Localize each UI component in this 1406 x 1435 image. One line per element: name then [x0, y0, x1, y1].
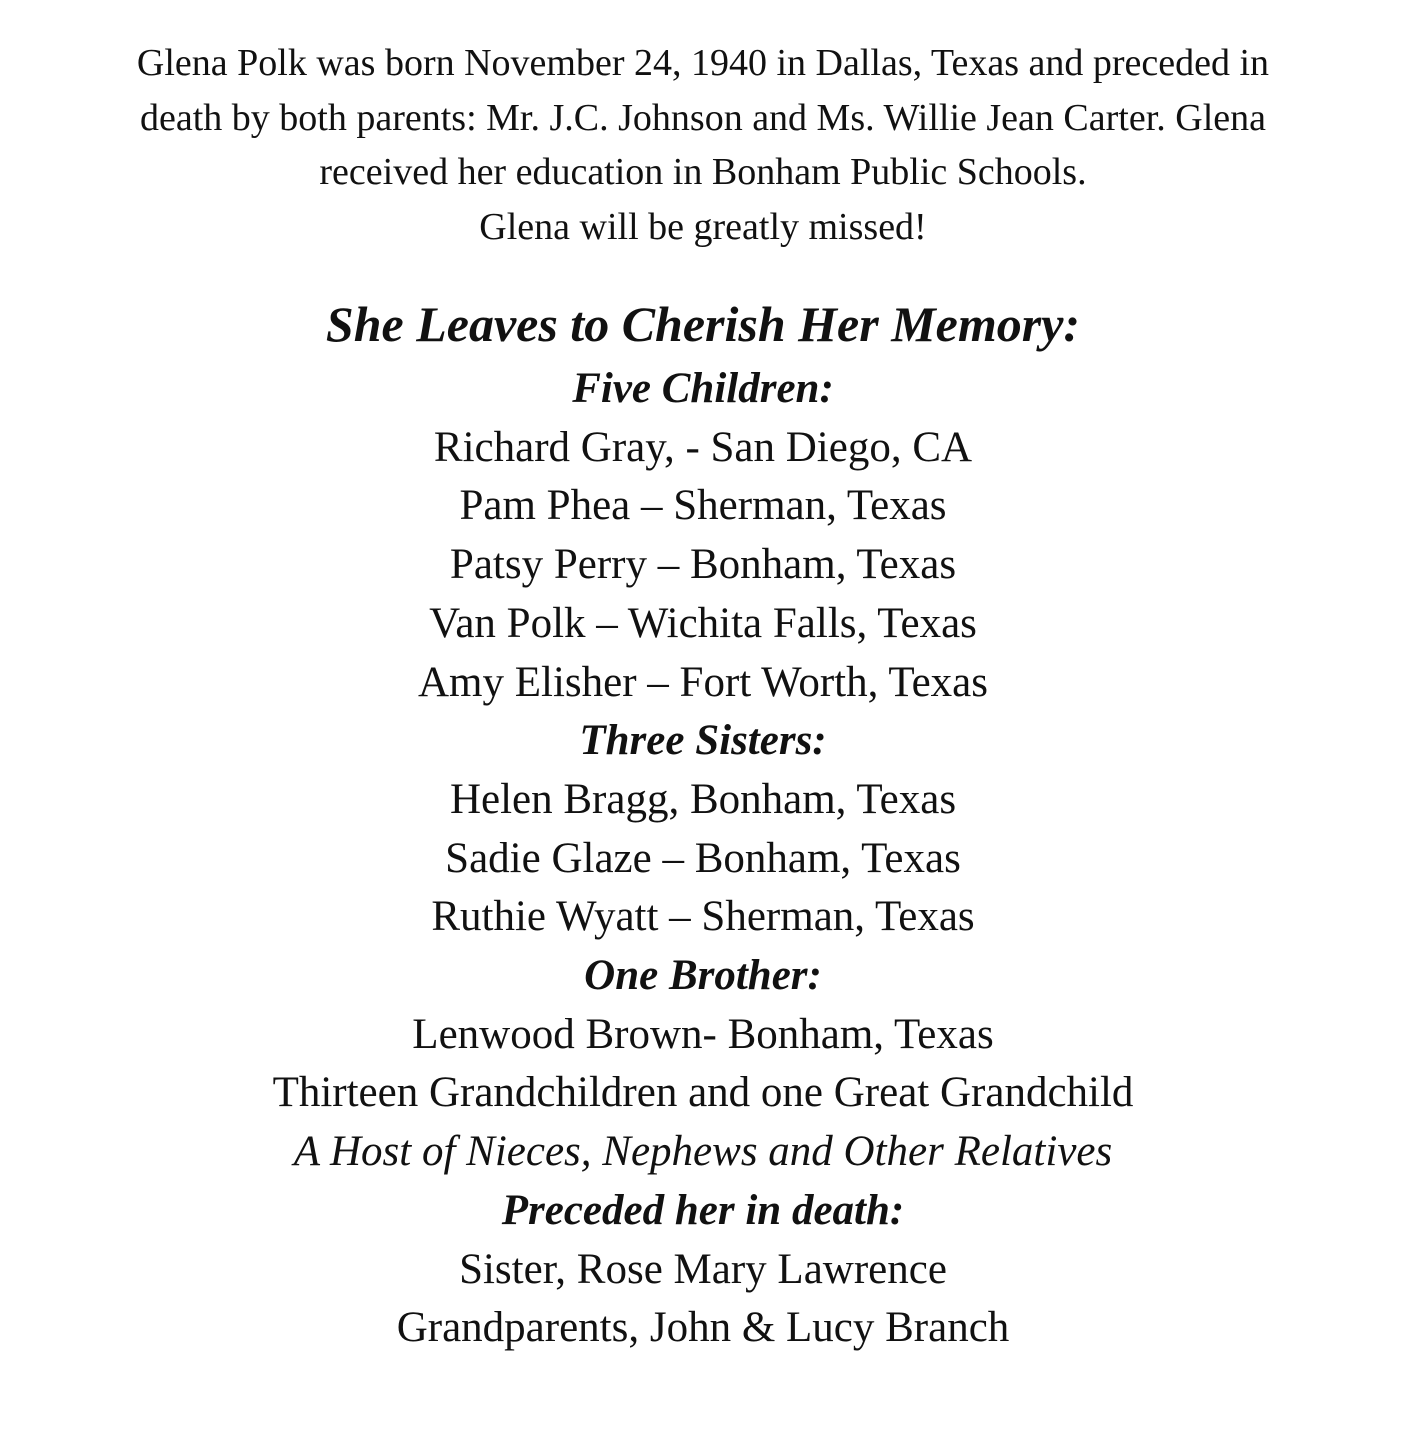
memory-heading: She Leaves to Cherish Her Memory: — [325, 296, 1081, 352]
sister-entry: Sadie Glaze – Bonham, Texas — [445, 834, 961, 882]
relatives-line: A Host of Nieces, Nephews and Other Relatives — [293, 1128, 1113, 1176]
child-entry: Amy Elisher – Fort Worth, Texas — [417, 658, 988, 706]
children-heading: Five Children: — [572, 365, 834, 412]
preceded-entry: Sister, Rose Mary Lawrence — [459, 1245, 947, 1293]
brother-heading: One Brother: — [584, 952, 822, 1000]
sister-entry: Ruthie Wyatt – Sherman, Texas — [431, 893, 975, 941]
intro-line: Glena Polk was born November 24, 1940 in Dallas, Texas and preceded in — [136, 42, 1270, 84]
child-entry: Pam Phea – Sherman, Texas — [459, 482, 947, 530]
child-entry: Richard Gray, - San Diego, CA — [433, 423, 973, 471]
intro-line: death by both parents: Mr. J.C. Johnson and Ms. Willie Jean Carter. Glena — [140, 96, 1266, 139]
child-entry: Van Polk – Wichita Falls, Texas — [429, 599, 977, 647]
grandchildren-line: Thirteen Grandchildren and one Great Grandchild — [272, 1069, 1134, 1117]
child-entry: Patsy Perry – Bonham, Texas — [449, 541, 957, 589]
preceded-heading: Preceded her in death: — [501, 1186, 905, 1234]
survivors-list — [0, 360, 1406, 1358]
sisters-heading: Three Sisters: — [579, 717, 827, 765]
intro-paragraph — [0, 36, 1406, 254]
sister-entry: Helen Bragg, Bonham, Texas — [449, 775, 957, 823]
intro-line: received her education in Bonham Public Schools. — [319, 151, 1087, 193]
brother-entry: Lenwood Brown- Bonham, Texas — [412, 1010, 994, 1058]
preceded-entry: Grandparents, John & Lucy Branch — [396, 1304, 1010, 1352]
intro-line: Glena will be greatly missed! — [479, 205, 927, 248]
